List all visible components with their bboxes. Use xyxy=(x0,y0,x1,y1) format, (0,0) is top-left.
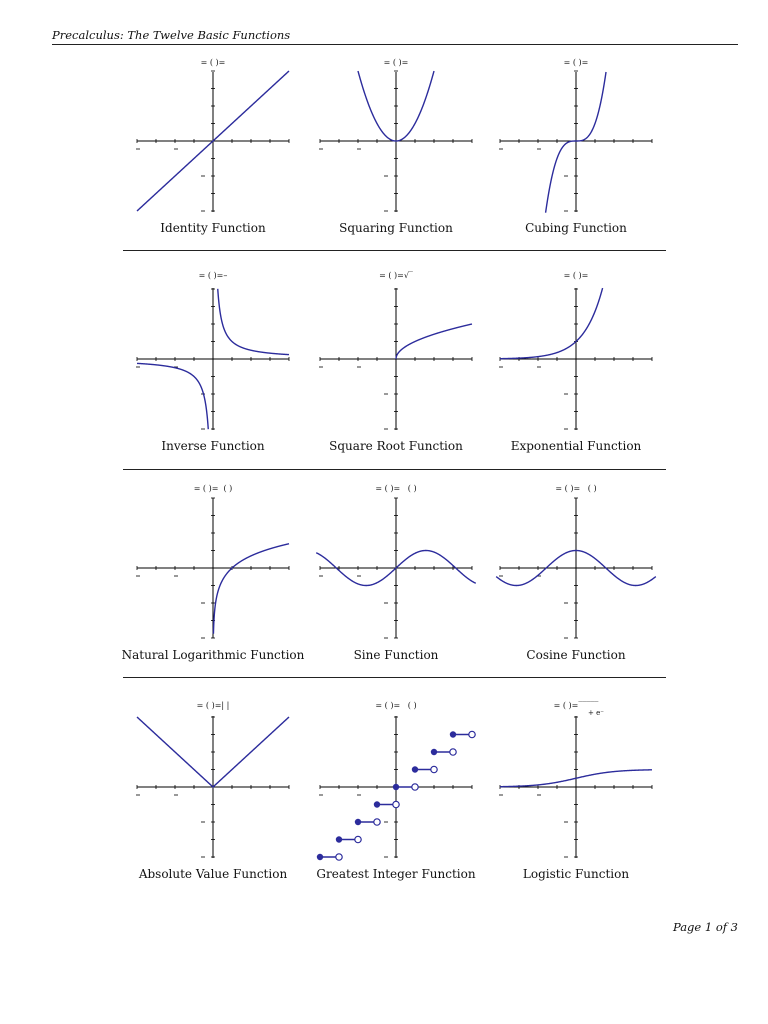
header-rule xyxy=(52,44,738,45)
page-number: Page 1 of 3 xyxy=(672,920,738,934)
function-curve xyxy=(213,544,289,634)
closed-endpoint xyxy=(355,819,361,825)
function-caption: Square Root Function xyxy=(329,439,463,453)
function-formula: = ( )= ( ) xyxy=(375,484,417,493)
function-caption: Natural Logarithmic Function xyxy=(121,648,305,662)
function-formula: = ( )=– xyxy=(198,271,228,280)
function-curve xyxy=(137,717,289,787)
function-caption: Cubing Function xyxy=(525,221,627,235)
function-caption: Absolute Value Function xyxy=(138,867,288,881)
function-formula: = ( )=‾‾‾‾‾ xyxy=(553,701,599,710)
function-curve xyxy=(218,289,289,355)
open-endpoint xyxy=(336,854,342,860)
row-divider xyxy=(123,677,666,678)
function-formula: = ( )= ( ) xyxy=(555,484,597,493)
function-curve xyxy=(546,72,606,213)
open-endpoint xyxy=(374,819,380,825)
function-caption: Identity Function xyxy=(160,221,266,235)
function-curve xyxy=(496,551,656,586)
function-curve xyxy=(137,363,208,429)
function-curve xyxy=(316,551,476,586)
function-caption: Logistic Function xyxy=(522,867,630,881)
function-caption: Squaring Function xyxy=(339,221,453,235)
formula-denominator: + e⁻ xyxy=(588,709,604,717)
function-caption: Cosine Function xyxy=(526,648,626,662)
function-curve xyxy=(358,71,434,141)
function-formula: = ( )= xyxy=(200,58,226,67)
closed-endpoint xyxy=(450,731,456,737)
closed-endpoint xyxy=(393,784,399,790)
function-formula: = ( )= xyxy=(563,58,589,67)
header-title: Precalculus: The Twelve Basic Functions xyxy=(52,28,291,42)
function-caption: Inverse Function xyxy=(161,439,265,453)
function-caption: Greatest Integer Function xyxy=(316,867,476,881)
function-formula: = ( )= xyxy=(563,271,589,280)
row-divider xyxy=(123,469,666,470)
function-formula: = ( )= xyxy=(383,58,409,67)
closed-endpoint xyxy=(317,854,323,860)
function-curve xyxy=(396,324,472,359)
function-curve xyxy=(500,288,603,359)
row-divider xyxy=(123,250,666,251)
function-formula: = ( )=| | xyxy=(196,701,230,710)
open-endpoint xyxy=(355,836,361,842)
function-caption: Exponential Function xyxy=(510,439,642,453)
open-endpoint xyxy=(431,766,437,772)
closed-endpoint xyxy=(412,766,418,772)
closed-endpoint xyxy=(336,836,342,842)
function-curve xyxy=(500,770,652,787)
function-caption: Sine Function xyxy=(353,648,439,662)
closed-endpoint xyxy=(431,749,437,755)
function-formula: = ( )= ( ) xyxy=(193,484,233,493)
open-endpoint xyxy=(450,749,456,755)
open-endpoint xyxy=(393,801,399,807)
closed-endpoint xyxy=(374,801,380,807)
function-curve xyxy=(137,71,289,211)
open-endpoint xyxy=(412,784,418,790)
open-endpoint xyxy=(469,731,475,737)
function-formula: = ( )= ( ) xyxy=(375,701,417,710)
function-formula: = ( )=√‾ xyxy=(379,271,413,280)
